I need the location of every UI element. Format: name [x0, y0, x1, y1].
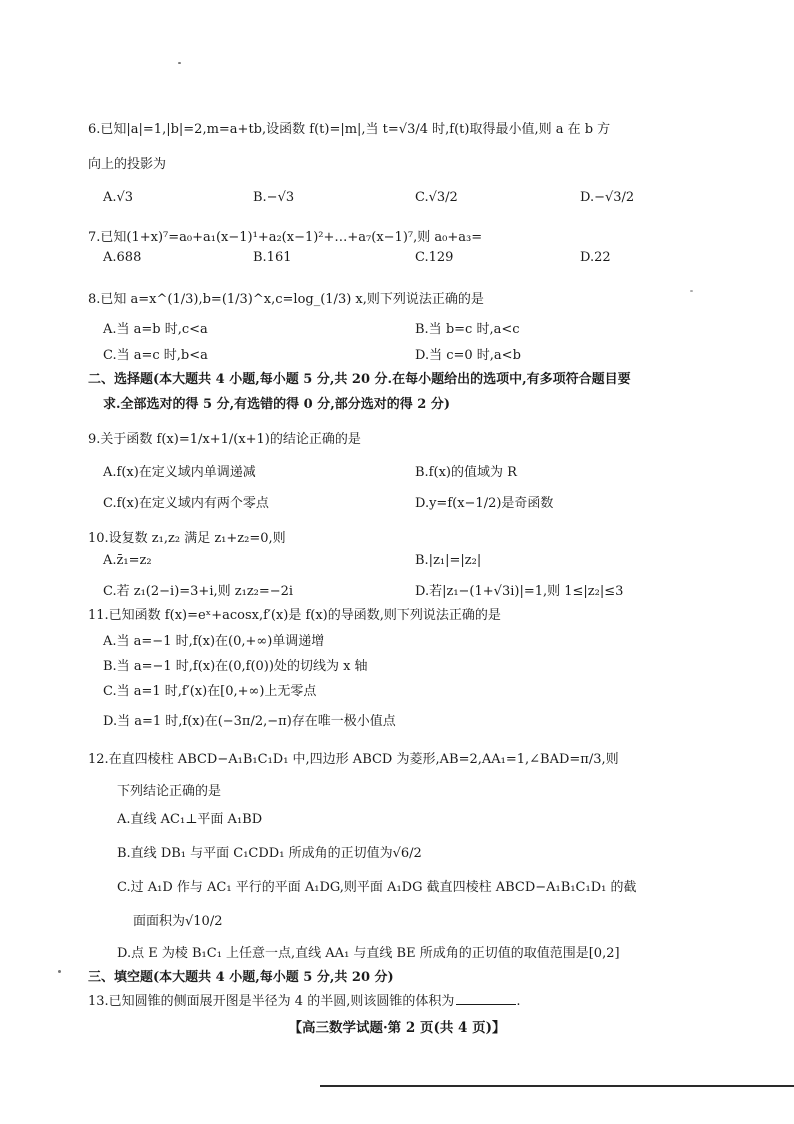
- q11-option-c: C.当 a=1 时,f′(x)在[0,+∞)上无零点: [103, 684, 317, 699]
- q6-stem-line1: 6.已知|a|=1,|b|=2,m=a+tb,设函数 f(t)=|m|,当 t=√3/4 时,f(t)取得最小值,则 a 在 b 方: [88, 122, 611, 137]
- q10-option-d: D.若|z₁−(1+√3i)|=1,则 1≤|z₂|≤3: [415, 584, 624, 599]
- bottom-rule: [320, 1085, 794, 1087]
- q9-option-a: A.f(x)在定义域内单调递减: [103, 465, 256, 480]
- q8-option-d: D.当 c=0 时,a<b: [415, 348, 521, 363]
- scan-speck: [690, 290, 693, 292]
- q8-stem: 8.已知 a=x^(1/3),b=(1/3)^x,c=log_(1/3) x,则下列说法正确的是: [88, 292, 484, 307]
- q13-period: .: [516, 994, 521, 1009]
- q13-stem: [88, 990, 520, 1009]
- q9-option-c: C.f(x)在定义域内有两个零点: [103, 496, 269, 511]
- q11-option-d: D.当 a=1 时,f(x)在(−3π/2,−π)存在唯一极小值点: [103, 714, 396, 729]
- section2-heading-line2: 求.全部选对的得 5 分,有选错的得 0 分,部分选对的得 2 分): [103, 397, 451, 412]
- page-footer: 【高三数学试题·第 2 页(共 4 页)】: [288, 1020, 506, 1036]
- q6-option-b: B.−√3: [253, 190, 295, 205]
- q10-option-b: B.|z₁|=|z₂|: [415, 553, 482, 568]
- q12-option-d: D.点 E 为棱 B₁C₁ 上任意一点,直线 AA₁ 与直线 BE 所成角的正切值的取值范围是[0,2]: [117, 946, 620, 961]
- q6-option-c: C.√3/2: [415, 190, 458, 205]
- q12-option-c-line2: 面面积为√10/2: [133, 914, 223, 929]
- q6-option-a: A.√3: [103, 190, 134, 205]
- q6-stem-line2: 向上的投影为: [88, 157, 167, 172]
- q7-option-b: B.161: [253, 250, 292, 265]
- q11-stem: 11.已知函数 f(x)=eˣ+acosx,f′(x)是 f(x)的导函数,则下列说法正确的是: [88, 608, 501, 623]
- q8-option-c: C.当 a=c 时,b<a: [103, 348, 208, 363]
- q12-option-c-line1: C.过 A₁D 作与 AC₁ 平行的平面 A₁DG,则平面 A₁DG 截直四棱柱 ABCD−A₁B₁C₁D₁ 的截: [117, 880, 637, 895]
- q12-stem-line2: 下列结论正确的是: [117, 784, 222, 799]
- q8-option-a: A.当 a=b 时,c<a: [103, 322, 208, 337]
- q7-option-c: C.129: [415, 250, 454, 265]
- q7-option-d: D.22: [580, 250, 611, 265]
- q10-option-c: C.若 z₁(2−i)=3+i,则 z₁z₂=−2i: [103, 584, 294, 599]
- q12-option-a: A.直线 AC₁⊥平面 A₁BD: [117, 812, 263, 827]
- q6-option-d: D.−√3/2: [580, 190, 635, 205]
- q10-option-a: A.z̄₁=z₂: [103, 553, 152, 568]
- scan-speck: [58, 970, 61, 973]
- section2-heading-line1: 二、选择题(本大题共 4 小题,每小题 5 分,共 20 分.在每小题给出的选项中,有多项符合题目要: [88, 372, 631, 387]
- q9-stem: 9.关于函数 f(x)=1/x+1/(x+1)的结论正确的是: [88, 432, 361, 447]
- section3-heading: 三、填空题(本大题共 4 小题,每小题 5 分,共 20 分): [88, 970, 394, 985]
- q7-stem: 7.已知(1+x)⁷=a₀+a₁(x−1)¹+a₂(x−1)²+…+a₇(x−1)⁷,则 a₀+a₃=: [88, 230, 483, 245]
- q12-option-b: B.直线 DB₁ 与平面 C₁CDD₁ 所成角的正切值为√6/2: [117, 846, 422, 861]
- q9-option-b: B.f(x)的值域为 R: [415, 465, 517, 480]
- answer-blank: [456, 992, 516, 1005]
- q7-option-a: A.688: [103, 250, 142, 265]
- q8-option-b: B.当 b=c 时,a<c: [415, 322, 520, 337]
- q9-option-d: D.y=f(x−1/2)是奇函数: [415, 496, 554, 511]
- q12-stem-line1: 12.在直四棱柱 ABCD−A₁B₁C₁D₁ 中,四边形 ABCD 为菱形,AB=2,AA₁=1,∠BAD=π/3,则: [88, 752, 619, 767]
- q11-option-a: A.当 a=−1 时,f(x)在(0,+∞)单调递增: [103, 634, 325, 649]
- q13-text: 13.已知圆锥的侧面展开图是半径为 4 的半圆,则该圆锥的体积为: [88, 994, 455, 1009]
- q11-option-b: B.当 a=−1 时,f(x)在(0,f(0))处的切线为 x 轴: [103, 659, 368, 674]
- scan-speck: [178, 62, 181, 64]
- q10-stem: 10.设复数 z₁,z₂ 满足 z₁+z₂=0,则: [88, 531, 286, 546]
